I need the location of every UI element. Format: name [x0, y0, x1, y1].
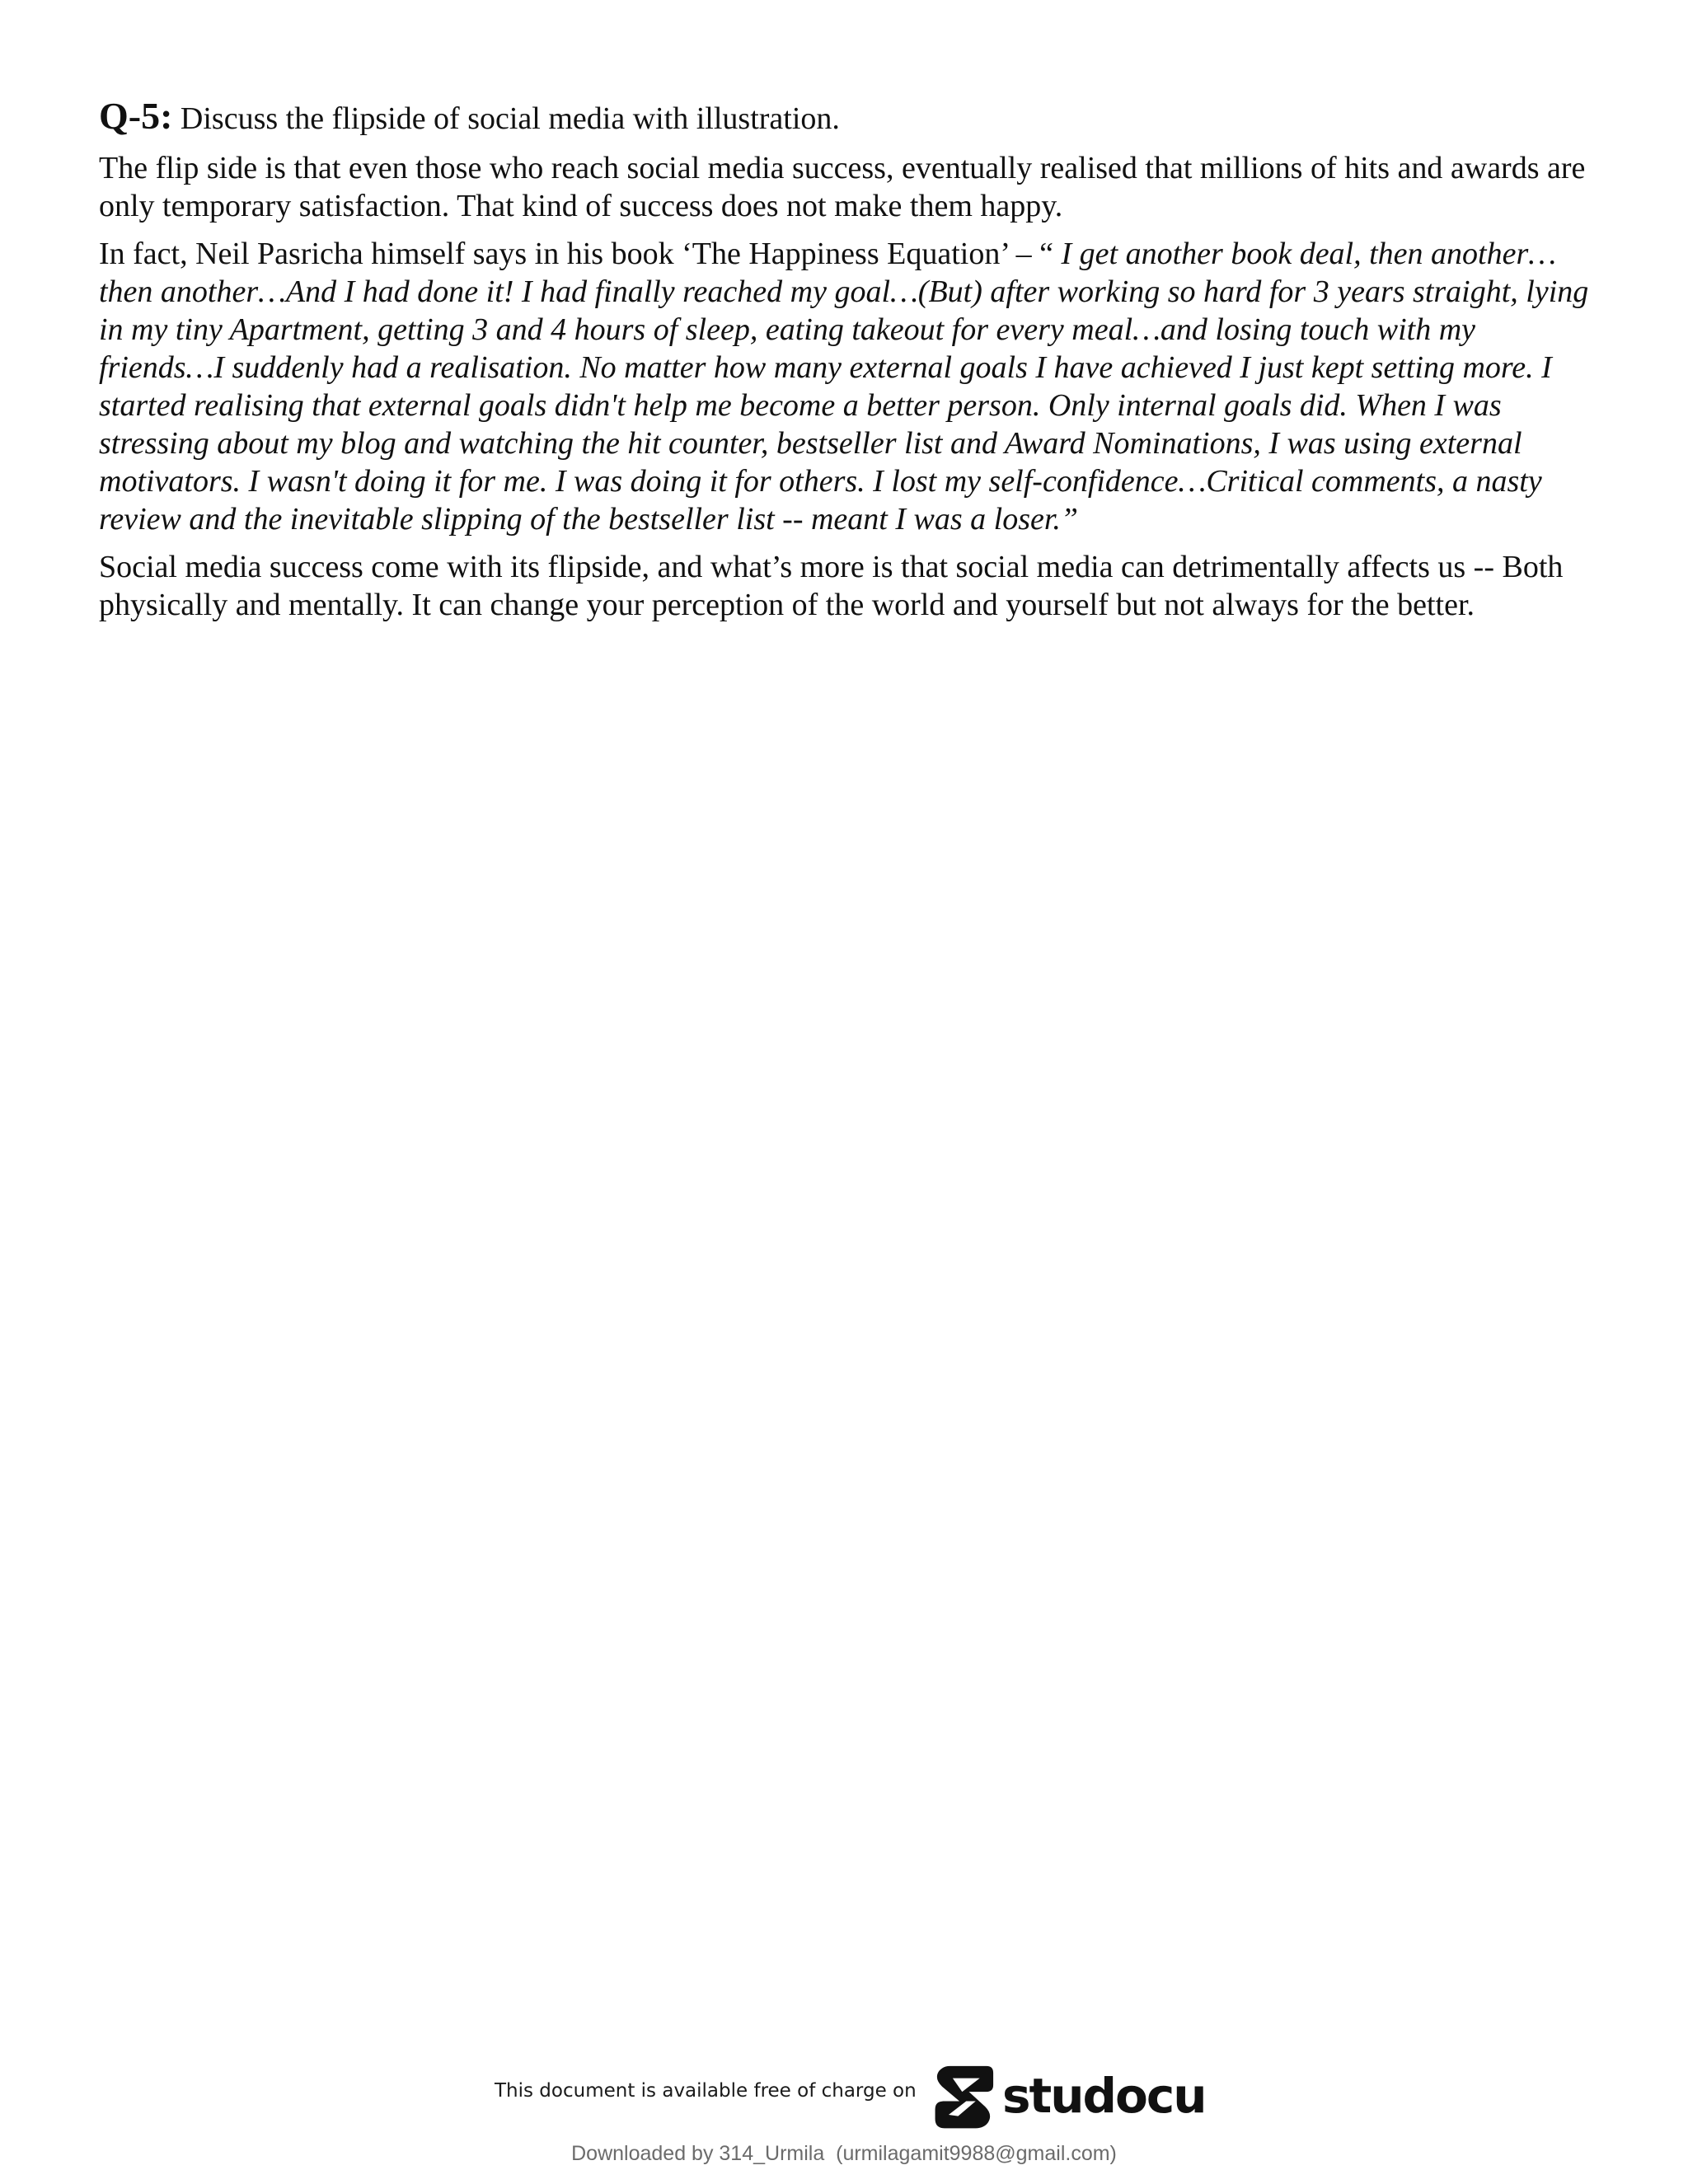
download-attribution: Downloaded by 314_Urmila (urmilagamit9988@gmail.com) — [571, 2142, 1117, 2165]
page-footer — [0, 2060, 1688, 2184]
document-body — [99, 97, 1591, 634]
question-text: Discuss the flipside of social media with illustration. — [172, 101, 840, 136]
studocu-brand[interactable] — [930, 2060, 1206, 2131]
availability-text: This document is available free of charge on — [495, 2080, 917, 2102]
quote-intro: In fact, Neil Pasricha himself says in his book ‘The Happiness Equation’ – “ — [99, 237, 1062, 271]
question-label: Q-5: — [99, 95, 173, 137]
paragraph-conclusion: Social media success come with its flipside, and what’s more is that social media can detrimentally affects us -- Both physically and mentally. It can change your perception of the world and yourself but not always for the better. — [99, 550, 1564, 622]
paragraph-flip-side: The flip side is that even those who reach social media success, eventually realised that millions of hits and awards are only temporary satisfaction. That kind of success does not make them happy. — [99, 151, 1586, 223]
studocu-logo-icon — [930, 2062, 997, 2130]
studocu-wordmark: studocu — [1002, 2068, 1206, 2124]
book-quote: I get another book deal, then another…then another…And I had done it! I had finally reached my goal…(But) after working so hard for 3 years straight, lying in my tiny Apartment, getting 3 and 4 hours of sleep, eating takeout for every meal…and losing touch with my friends…I suddenly had a realisation. No matter how many external goals I have achieved I just kept setting more. I started realising that external goals didn't help me become a better person. Only internal goals did. When I was stressing about my blog and watching the hit counter, bestseller list and Award Nominations, I was using external motivators. I wasn't doing it for me. I was doing it for others. I lost my self-confidence…Critical comments, a nasty review and the inevitable slipping of the bestseller list -- meant I was a loser.” — [99, 237, 1589, 537]
question-heading — [99, 97, 1591, 138]
paragraph-quote — [99, 235, 1591, 538]
